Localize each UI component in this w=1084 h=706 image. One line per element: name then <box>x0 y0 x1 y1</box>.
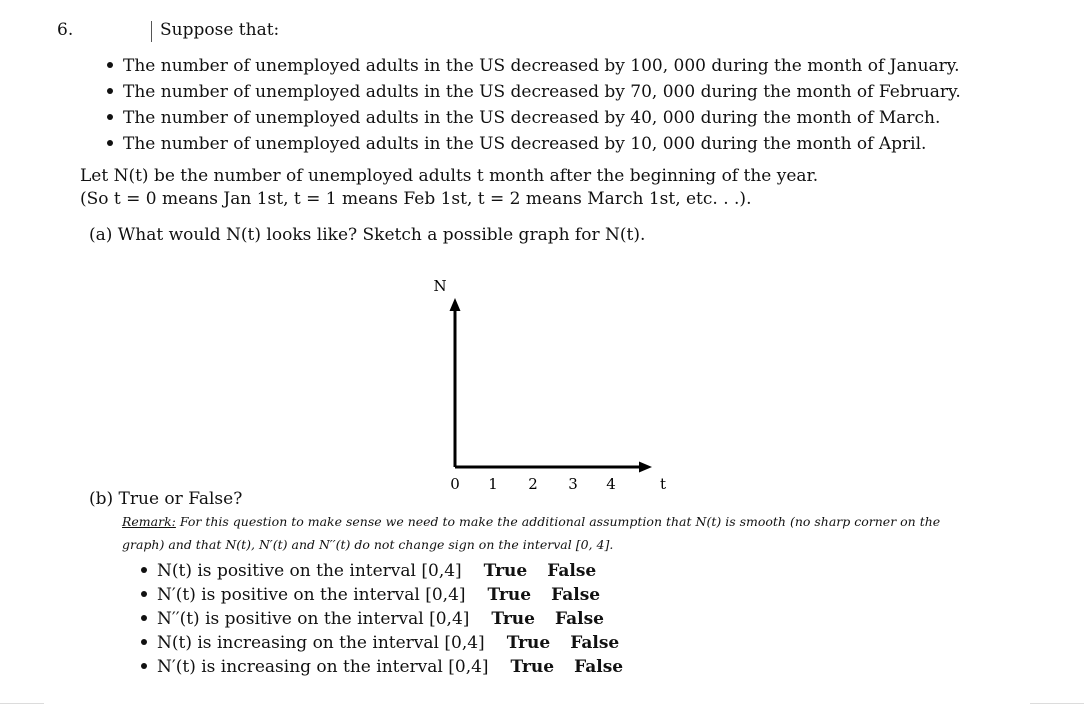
statement-text: N′(t) is increasing on the interval [0,4] <box>157 657 489 677</box>
y-axis-label: N <box>433 277 447 295</box>
part-b-question: (b) True or False? <box>89 489 243 509</box>
bullet-text: The number of unemployed adults in the US decreased by 70, 000 during the month of February. <box>123 82 961 102</box>
true-option[interactable]: True <box>510 657 555 677</box>
remark-line-1 <box>122 514 940 529</box>
true-option[interactable]: True <box>483 561 528 581</box>
remark-text-1: For this question to make sense we need to make the additional assumption that N(t) is smooth (no sharp corner on the <box>175 514 941 529</box>
statement-text: N(t) is increasing on the interval [0,4] <box>157 633 485 653</box>
list-item <box>138 631 623 655</box>
remark-label: Remark: <box>122 514 176 529</box>
list-item <box>138 607 623 631</box>
statement-text: N(t) is positive on the interval [0,4] <box>157 561 462 581</box>
x-tick-label-4: 4 <box>606 475 616 493</box>
true-false-list <box>138 559 623 679</box>
x-tick-label-2: 2 <box>528 475 538 493</box>
x-tick-label-1: 1 <box>488 475 498 493</box>
bullet-text: The number of unemployed adults in the US decreased by 10, 000 during the month of April. <box>123 134 927 154</box>
false-option[interactable]: False <box>547 561 597 581</box>
false-option[interactable]: False <box>554 609 604 629</box>
statement-text: N′′(t) is positive on the interval [0,4] <box>157 609 470 629</box>
false-option[interactable]: False <box>551 585 601 605</box>
remark-line-2: graph) and that N(t), N′(t) and N′′(t) do not change sign on the interval [0, 4]. <box>122 537 614 552</box>
bullet-icon <box>141 639 147 645</box>
problem-number: 6. <box>57 20 74 40</box>
problem-intro: Suppose that: <box>160 20 280 40</box>
false-option[interactable]: False <box>574 657 624 677</box>
page-divider-right <box>1030 703 1084 704</box>
clarification-text: (So t = 0 means Jan 1st, t = 1 means Feb 1st, t = 2 means March 1st, etc. . .). <box>80 189 752 209</box>
x-axis-label: t <box>659 475 667 493</box>
true-option[interactable]: True <box>487 585 532 605</box>
list-item <box>138 655 623 679</box>
bullet-icon <box>141 663 147 669</box>
x-tick-label-3: 3 <box>568 475 578 493</box>
x-tick-label-0: 0 <box>450 475 460 493</box>
true-option[interactable]: True <box>506 633 551 653</box>
bullet-text: The number of unemployed adults in the US decreased by 100, 000 during the month of January. <box>123 56 960 76</box>
bullet-text: The number of unemployed adults in the US decreased by 40, 000 during the month of March. <box>123 108 941 128</box>
bullet-icon <box>141 567 147 573</box>
true-option[interactable]: True <box>491 609 535 629</box>
bullet-icon <box>141 591 147 597</box>
statement-text: N′(t) is positive on the interval [0,4] <box>157 585 466 605</box>
definition-text: Let N(t) be the number of unemployed adults t month after the beginning of the year. <box>80 166 819 186</box>
x-axis-arrow-icon <box>639 462 652 473</box>
bullet-icon <box>141 615 147 621</box>
page-divider-left <box>0 703 44 704</box>
list-item <box>138 559 623 583</box>
list-item <box>138 583 623 607</box>
y-axis-arrow-icon <box>450 298 461 311</box>
false-option[interactable]: False <box>570 633 620 653</box>
part-a-question: (a) What would N(t) looks like? Sketch a possible graph for N(t). <box>89 225 646 245</box>
